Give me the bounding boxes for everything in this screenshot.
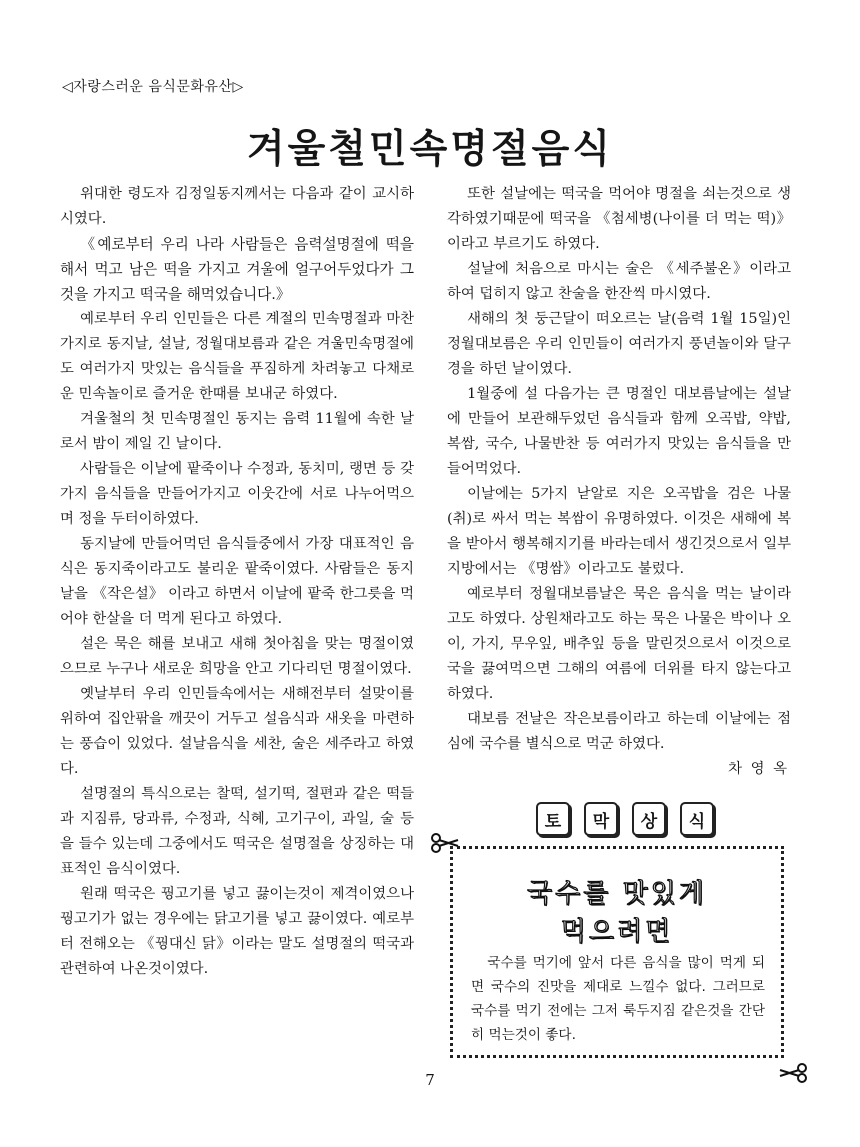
key-sik: 식 [680,802,714,836]
quote-paragraph: 《예로부터 우리 나라 사람들은 음력설명절에 떡을 해서 먹고 남은 떡을 가지고 겨울에 얼구어두었다가 그것을 가지고 떡국을 해먹었습니다.》 [60,236,414,303]
paragraph: 또한 설날에는 떡국을 먹어야 명절을 쇠는것으로 생각하였기때문에 떡국을 《첨세병(나이를 더 먹는 떡)》이라고 부르기도 하였다. [447,186,791,252]
page-number: 7 [425,1071,435,1089]
tip-text: 국수를 먹기에 앞서 다른 음식을 많이 먹게 되면 국수의 진맛을 제대로 느낄수 없다. 그러므로 국수를 먹기 전에는 그저 룩두지짐 같은것을 간단히 먹는것이 좋다. [471,955,765,1043]
key-mak: 막 [584,802,618,836]
paragraph: 예로부터 우리 인민들은 다른 계절의 민속명절과 마찬가지로 동지날, 설날, 정월대보름과 같은 겨울민속명절에도 여러가지 맛있는 음식들을 푸짐하게 차려놓고 다채로운 민속놀이로 즐거운 한때를 보내군 하였다. [60,311,414,402]
paragraph: 겨울철의 첫 민속명절인 동지는 음력 11월에 속한 날로서 밤이 제일 긴 날이다. [60,411,414,452]
paragraph: 설은 묵은 해를 보내고 새해 첫아침을 맞는 명절이였으므로 누구나 새로운 희망을 안고 기다리던 명절이였다. [60,636,414,677]
author-name: 차 영 옥 [728,761,789,777]
paragraph: 설명절의 특식으로는 찰떡, 설기떡, 절편과 같은 떡들과 지짐류, 당과류, 수정과, 식혜, 고기구이, 과일, 술 등을 들수 있는데 그중에서도 떡국은 설명절을 상징하는 대표적인 음식이였다. [60,786,414,877]
paragraph: 위대한 령도자 김정일동지께서는 다음과 같이 교시하시였다. [60,186,414,227]
paragraph: 원래 떡국은 꿩고기를 넣고 끓이는것이 제격이였으나 꿩고기가 없는 경우에는 닭고기를 넣고 끓이였다. 예로부터 전해오는 《꿩대신 닭》이라는 말도 설명절의 떡국과 관련하여 나온것이였다. [60,886,414,977]
article-left-column [60,182,414,982]
article-right-column [447,182,791,782]
key-sang: 상 [632,802,666,836]
tip-title [453,875,781,951]
paragraph: 새해의 첫 둥근달이 떠오르는 날(음력 1월 15일)인 정월대보름은 우리 인민들이 여러가지 풍년놀이와 달구경을 하던 날이였다. [447,311,791,377]
paragraph: 예로부터 정월대보름날은 묵은 음식을 먹는 날이라고도 하였다. 상원채라고도 하는 묵은 나물은 박이나 오이, 가지, 무우잎, 배추잎 등을 말린것으로서 이것으로 국을 끓여먹으면 그해의 여름에 더위를 타지 않는다고 하였다. [447,586,791,702]
tip-box [450,846,784,1058]
paragraph: 이날에는 5가지 낟알로 지은 오곡밥을 검은 나물(취)로 싸서 먹는 복쌈이 유명하였다. 이것은 새해에 복을 받아서 행복해지기를 바라는데서 생긴것으로서 일부 지방에서는 《명쌈》이라고도 불렀다. [447,486,791,577]
paragraph: 사람들은 이날에 팥죽이나 수정과, 동치미, 랭면 등 갖가지 음식들을 만들어가지고 이웃간에 서로 나누어먹으며 정을 두터이하였다. [60,461,414,527]
series-label: ◁자랑스러운 음식문화유산▷ [62,79,244,95]
paragraph: 대보름 전날은 작은보름이라고 하는데 이날에는 점심에 국수를 별식으로 먹군 하였다. [447,711,791,752]
paragraph: 1월중에 설 다음가는 큰 명절인 대보름날에는 설날에 만들어 보관해두었던 음식들과 함께 오곡밥, 약밥, 복쌈, 국수, 나물반찬 등 여러가지 맛있는 음식들을 만들어먹었다. [447,386,791,477]
paragraph: 설날에 처음으로 마시는 술은 《세주불온》이라고 하여 덥히지 않고 찬술을 한잔씩 마시였다. [447,261,791,302]
page-title: 겨울철민속명절음식 [246,127,614,172]
tip-title-line2: 먹으려면 [560,917,674,947]
tip-section-keys [536,802,714,836]
paragraph: 동지날에 만들어먹던 음식들중에서 가장 대표적인 음식은 동지죽이라고도 불리운 팥죽이였다. 사람들은 동지날을 《작은설》 이라고 하면서 이날에 팥죽 한그릇을 먹어야 한살을 더 먹게 된다고 하였다. [60,536,414,627]
key-to: 토 [536,802,570,836]
paragraph: 옛날부터 우리 인민들속에서는 새해전부터 설맞이를 위하여 집안팎을 깨끗이 거두고 설음식과 새옷을 마련하는 풍습이 있었다. 설날음식을 세찬, 술은 세주라고 하였다. [60,686,414,777]
tip-title-line1: 국수를 맛있게 [527,879,707,909]
